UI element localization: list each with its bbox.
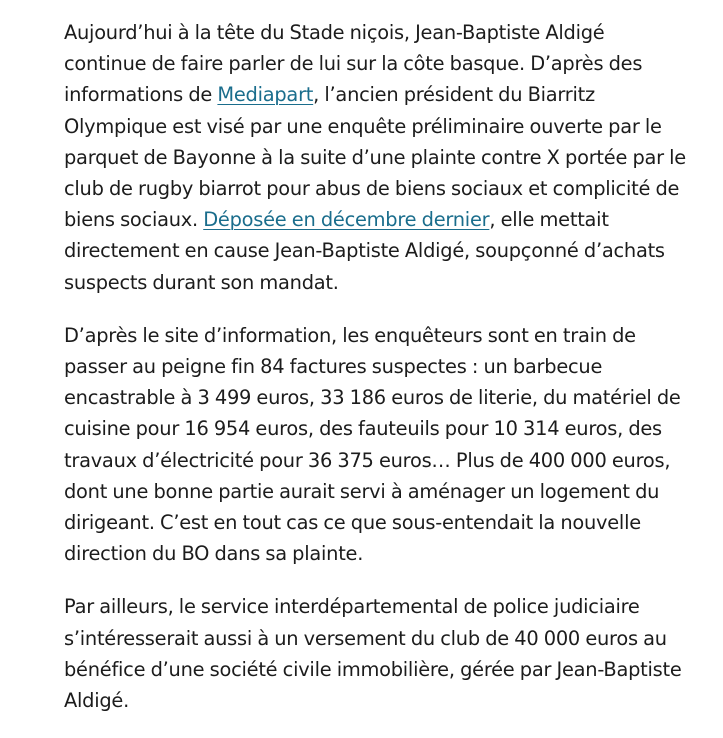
text-line [64,351,720,382]
text-segment: Aujourd’hui à la tête du Stade niçois, Jean-Baptiste Aldigé [64,21,605,44]
text-segment: direction du BO dans sa plainte. [64,542,364,566]
text-line [64,17,720,48]
article-paragraph [64,591,720,716]
text-line [64,445,720,476]
text-line [64,413,720,444]
text-line [64,48,720,79]
text-segment: Par ailleurs, le service interdépartemental de police judiciaire [64,595,640,619]
text-line [64,623,720,654]
text-segment: dont une bonne partie aurait servi à aménager un logement du [64,479,660,503]
text-line [64,685,720,716]
text-line [64,591,720,622]
text-segment: Aldigé. [64,689,129,713]
article-body [64,17,720,738]
text-segment: biens sociaux. [64,208,204,232]
text-segment: directement en cause Jean-Baptiste Aldigé, soupçonné d’achats [64,239,665,263]
text-segment: dirigeant. C’est en tout cas ce que sous-entendait la nouvelle [64,511,641,535]
text-line [64,204,720,235]
text-line [64,111,720,142]
text-line [64,267,720,298]
text-segment: club de rugby biarrot pour abus de biens sociaux et complicité de [64,177,680,201]
text-segment: encastrable à 3 499 euros, 33 186 euros de literie, du matériel de [64,386,681,410]
text-line [64,235,720,266]
text-line [64,507,720,538]
article-paragraph [64,320,720,570]
text-line [64,142,720,173]
text-segment: bénéfice d’une société civile immobilière, gérée par Jean-Baptiste [64,657,682,681]
text-line [64,538,720,569]
text-segment: continue de faire parler de lui sur la côte basque. D’après des [64,52,643,76]
text-segment: suspects durant son mandat. [64,270,339,294]
text-segment: D’après le site d’information, les enquêteurs sont en train de [64,323,636,347]
text-segment: , l’ancien président du Biarritz [313,83,595,107]
text-line [64,476,720,507]
text-line [64,654,720,685]
text-segment: parquet de Bayonne à la suite d’une plainte contre X portée par le [64,145,686,169]
article-paragraph [64,17,720,298]
text-segment: Olympique est visé par une enquête préliminaire ouverte par le [64,114,662,138]
article-link[interactable]: Déposée en décembre dernier [203,208,490,232]
text-segment: cuisine pour 16 954 euros, des fauteuils pour 10 314 euros, des [64,417,662,441]
text-segment: informations de [64,83,218,107]
text-line [64,79,720,110]
text-segment: passer au peigne fin 84 factures suspectes : un barbecue [64,355,603,379]
text-segment: travaux d’électricité pour 36 375 euros… Plus de 400 000 euros, [64,448,671,472]
text-segment: , elle mettait [489,208,609,232]
text-segment: s’intéresserait aussi à un versement du club de 40 000 euros au [64,626,667,650]
article-link[interactable]: Mediapart [217,83,314,107]
text-line [64,382,720,413]
text-line [64,320,720,351]
text-line [64,173,720,204]
